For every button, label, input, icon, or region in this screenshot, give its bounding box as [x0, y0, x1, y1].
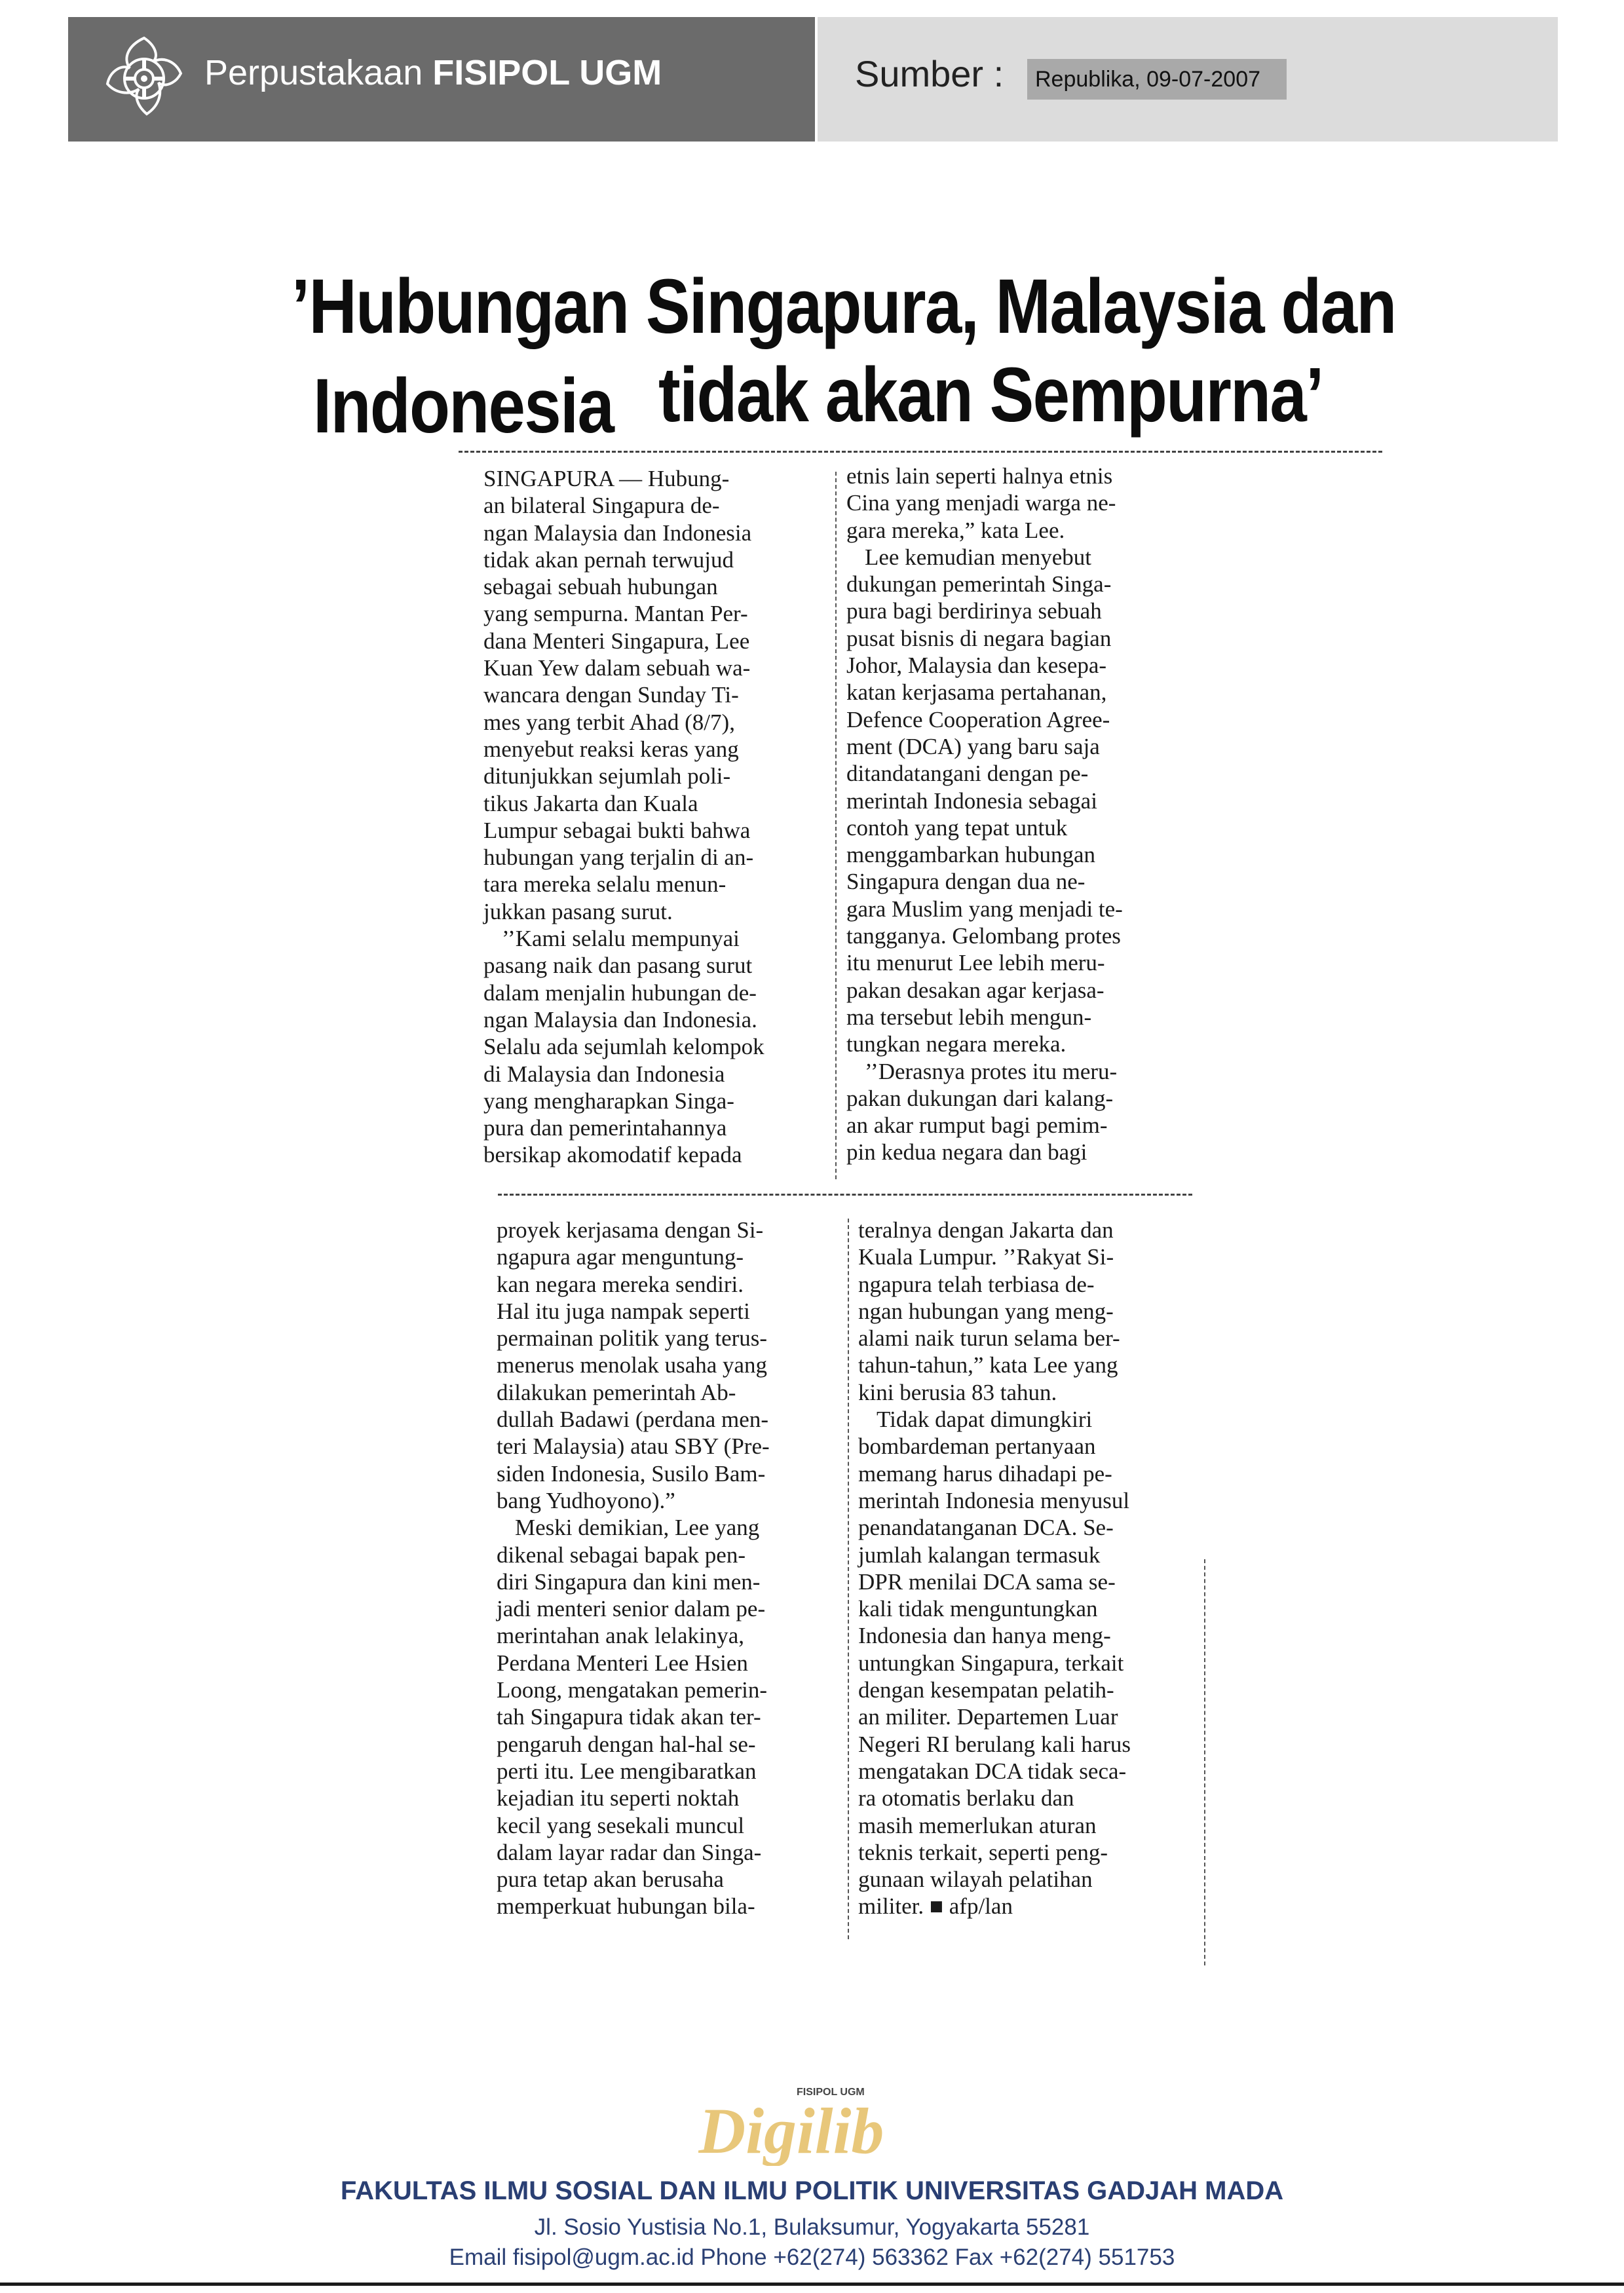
- article-line: kan negara mereka sendiri.: [497, 1271, 744, 1297]
- article-line: penandatanganan DCA. Se-: [858, 1515, 1114, 1541]
- article-line: jumlah kalangan termasuk: [858, 1542, 1101, 1568]
- article-line: permainan politik yang terus-: [497, 1325, 768, 1352]
- article-line: dalam layar radar dan Singa-: [497, 1839, 762, 1865]
- article-line: memperkuat hubungan bila-: [497, 1893, 755, 1920]
- article-line: dukungan pemerintah Singa-: [846, 571, 1112, 597]
- article-line: bang Yudhoyono).”: [497, 1487, 675, 1513]
- article-line: militer. ■ afp/lan: [858, 1893, 1013, 1920]
- article-line: tangganya. Gelombang protes: [846, 923, 1121, 949]
- article-line: di Malaysia dan Indonesia: [483, 1061, 725, 1087]
- article-line: menggambarkan hubungan: [846, 842, 1096, 868]
- column-edge-right: [1204, 1559, 1205, 1965]
- article-column-3: [497, 1217, 770, 1920]
- article-line: pura dan pemerintahannya: [483, 1115, 727, 1141]
- headline-line-2b: tidak akan Sempurna’: [658, 352, 1323, 438]
- article-line: tah Singapura tidak akan ter-: [497, 1704, 761, 1730]
- article-line: dengan kesempatan pelatih-: [858, 1677, 1114, 1703]
- article-line: Defence Cooperation Agree-: [846, 706, 1110, 732]
- article-line: ditunjukkan sejumlah poli-: [483, 763, 731, 789]
- article-column-1: [483, 465, 765, 1169]
- article-line: yang sempurna. Mantan Per-: [483, 601, 748, 627]
- article-line: DPR menilai DCA sama se-: [858, 1568, 1116, 1595]
- article-line: ra otomatis berlaku dan: [858, 1785, 1074, 1811]
- article-line: pusat bisnis di negara bagian: [846, 625, 1112, 651]
- article-line: an militer. Departemen Luar: [858, 1704, 1118, 1730]
- article-line: kecil yang sesekali muncul: [497, 1812, 745, 1838]
- article-line: pakan desakan agar kerjasa-: [846, 977, 1105, 1003]
- article-line: itu menurut Lee lebih meru-: [846, 950, 1105, 976]
- article-line: memang harus dihadapi pe-: [858, 1460, 1112, 1487]
- article-line: diri Singapura dan kini men-: [497, 1568, 761, 1595]
- article-line: jukkan pasang surut.: [483, 898, 673, 924]
- source-value: Republika, 09-07-2007: [1027, 59, 1287, 100]
- article-line: ngapura agar menguntung-: [497, 1244, 744, 1270]
- article-line: alami naik turun selama ber-: [858, 1325, 1120, 1352]
- article-line: Negeri RI berulang kali harus: [858, 1731, 1131, 1757]
- article-line: dalam menjalin hubungan de-: [483, 979, 757, 1006]
- ugm-seal-icon: [98, 33, 190, 124]
- article-line: perti itu. Lee mengibaratkan: [497, 1758, 757, 1784]
- article-line: tidak akan pernah terwujud: [483, 546, 734, 573]
- article-line: bombardeman pertanyaan: [858, 1433, 1096, 1460]
- library-faculty: FISIPOL UGM: [432, 53, 662, 92]
- article-line: Lumpur sebagai bukti bahwa: [483, 817, 751, 843]
- article-line: gara Muslim yang menjadi te-: [846, 896, 1123, 922]
- article-line: siden Indonesia, Susilo Bam-: [497, 1460, 766, 1487]
- article-line: bersikap akomodatif kepada: [483, 1142, 742, 1168]
- article-line: pura tetap akan berusaha: [497, 1867, 724, 1893]
- article-line: ngan Malaysia dan Indonesia: [483, 520, 752, 546]
- article-line: menerus menolak usaha yang: [497, 1352, 768, 1378]
- article-line: ’’Kami selalu mempunyai: [502, 926, 740, 952]
- article-line: untungkan Singapura, terkait: [858, 1650, 1124, 1676]
- article-line: kali tidak menguntungkan: [858, 1596, 1098, 1622]
- article-column-4: [858, 1217, 1131, 1920]
- digilib-wordmark: Digilib: [698, 2094, 884, 2166]
- article-line: kejadian itu seperti noktah: [497, 1785, 740, 1811]
- headline-line-1: ’Hubungan Singapura, Malaysia dan: [292, 263, 1396, 350]
- digilib-logo: [698, 2081, 934, 2166]
- article-line: SINGAPURA — Hubung-: [483, 466, 730, 491]
- article-line: tikus Jakarta dan Kuala: [483, 790, 698, 816]
- article-line: merintah Indonesia sebagai: [846, 787, 1097, 814]
- article-line: ’’Derasnya protes itu meru-: [865, 1058, 1118, 1084]
- article-line: ma tersebut lebih mengun-: [846, 1004, 1092, 1030]
- article-line: teri Malaysia) atau SBY (Pre-: [497, 1433, 770, 1460]
- article-line: Indonesia dan hanya meng-: [858, 1623, 1111, 1649]
- column-divider-top: [835, 472, 837, 1179]
- article-line: Singapura dengan dua ne-: [846, 869, 1086, 895]
- article-line: yang mengharapkan Singa-: [483, 1088, 734, 1114]
- source-label: Sumber :: [855, 53, 1004, 94]
- article-line: Lee kemudian menyebut: [865, 544, 1091, 570]
- article-line: mes yang terbit Ahad (8/7),: [483, 709, 735, 735]
- article-line: kini berusia 83 tahun.: [858, 1379, 1057, 1405]
- article-line: an akar rumput bagi pemim-: [846, 1112, 1108, 1139]
- digilib-small-label: FISIPOL UGM: [797, 2087, 865, 2098]
- article-line: wancara dengan Sunday Ti-: [483, 682, 739, 708]
- headline-rule: [459, 451, 1382, 453]
- article-line: Loong, mengatakan pemerin-: [497, 1677, 768, 1703]
- article-line: ditandatangani dengan pe-: [846, 761, 1089, 787]
- article-line: dilakukan pemerintah Ab-: [497, 1379, 736, 1405]
- article-line: Perdana Menteri Lee Hsien: [497, 1650, 748, 1676]
- article-line: merintahan anak lelakinya,: [497, 1623, 745, 1649]
- article-line: sebagai sebuah hubungan: [483, 574, 718, 600]
- column-divider-bottom: [848, 1219, 849, 1939]
- article-line: Cina yang menjadi warga ne-: [846, 490, 1116, 516]
- article-line: pin kedua negara dan bagi: [846, 1139, 1087, 1165]
- article-line: Hal itu juga nampak seperti: [497, 1298, 750, 1324]
- article-line: menyebut reaksi keras yang: [483, 736, 739, 762]
- article-line: pakan dukungan dari kalang-: [846, 1085, 1114, 1111]
- article-line: katan kerjasama pertahanan,: [846, 679, 1107, 706]
- article-line: tara mereka selalu menun-: [483, 871, 727, 898]
- article-line: ment (DCA) yang baru saja: [846, 733, 1100, 759]
- article-line: jadi menteri senior dalam pe-: [497, 1596, 766, 1622]
- article-line: tahun-tahun,” kata Lee yang: [858, 1352, 1118, 1378]
- article-line: dana Menteri Singapura, Lee: [483, 628, 750, 654]
- library-name: [204, 52, 662, 93]
- article-line: dullah Badawi (perdana men-: [497, 1407, 768, 1433]
- article-line: teralnya dengan Jakarta dan: [858, 1217, 1114, 1243]
- article-column-2: [846, 463, 1123, 1166]
- article-line: ngapura telah terbiasa de-: [858, 1271, 1095, 1297]
- article-line: teknis terkait, seperti peng-: [858, 1839, 1108, 1865]
- article-line: dikenal sebagai bapak pen-: [497, 1542, 746, 1568]
- library-prefix: Perpustakaan: [204, 53, 423, 92]
- article-line: gunaan wilayah pelatihan: [858, 1867, 1093, 1893]
- headline-line-2a: Indonesia: [313, 363, 614, 449]
- article-line: mengatakan DCA tidak seca-: [858, 1758, 1127, 1784]
- article-line: Kuan Yew dalam sebuah wa-: [483, 655, 751, 681]
- article-line: pura bagi berdirinya sebuah: [846, 598, 1102, 624]
- article-line: ngan Malaysia dan Indonesia.: [483, 1006, 757, 1033]
- article-line: an bilateral Singapura de-: [483, 493, 720, 519]
- footer-university: FAKULTAS ILMU SOSIAL DAN ILMU POLITIK UNIVERSITAS GADJAH MADA: [340, 2176, 1284, 2205]
- article-line: merintah Indonesia menyusul: [858, 1487, 1130, 1513]
- article-line: contoh yang tepat untuk: [846, 814, 1068, 841]
- section-rule: [498, 1194, 1192, 1196]
- article-line: proyek kerjasama dengan Si-: [497, 1217, 764, 1243]
- article-line: pasang naik dan pasang surut: [483, 953, 753, 979]
- article-line: Selalu ada sejumlah kelompok: [483, 1034, 765, 1060]
- footer-bottom-line: [0, 2283, 1624, 2286]
- footer-address: Jl. Sosio Yustisia No.1, Bulaksumur, Yogyakarta 55281: [534, 2214, 1090, 2240]
- article-line: Johor, Malaysia dan kesepa-: [846, 653, 1107, 679]
- article-line: pengaruh dengan hal-hal se-: [497, 1731, 756, 1757]
- article-line: Tidak dapat dimungkiri: [877, 1407, 1093, 1433]
- article-line: Kuala Lumpur. ’’Rakyat Si-: [858, 1244, 1114, 1270]
- article-line: hubungan yang terjalin di an-: [483, 844, 754, 871]
- article-line: gara mereka,” kata Lee.: [846, 517, 1065, 543]
- footer-contact: Email fisipol@ugm.ac.id Phone +62(274) 563362 Fax +62(274) 551753: [449, 2245, 1175, 2270]
- article-line: etnis lain seperti halnya etnis: [846, 463, 1113, 489]
- article-line: Meski demikian, Lee yang: [515, 1515, 760, 1541]
- article-line: ngan hubungan yang meng-: [858, 1298, 1114, 1324]
- article-line: tungkan negara mereka.: [846, 1031, 1067, 1057]
- article-line: masih memerlukan aturan: [858, 1812, 1097, 1838]
